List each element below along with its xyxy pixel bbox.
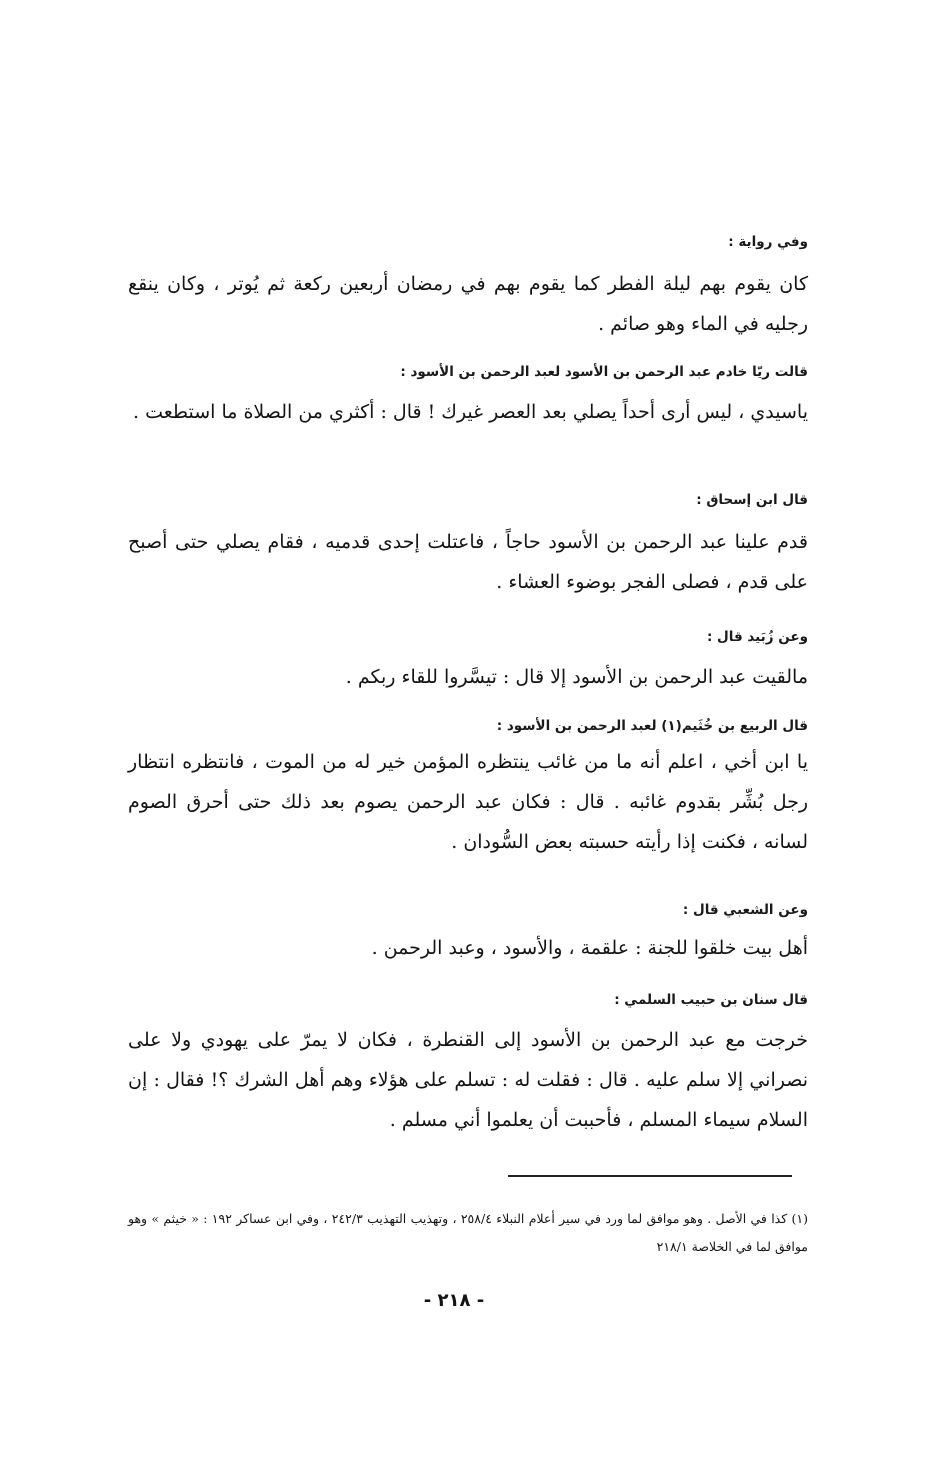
- section-2: [128, 362, 808, 432]
- section-body: خرجت مع عبد الرحمن بن الأسود إلى القنطرة ، فكان لا يمرّ على يهودي ولا على نصراني إلا سلم عليه . قال : فقلت له : تسلم على هؤلاء وهم أهل الشرك ؟! فقال : إن السلام سيماء المسلم ، فأحببت أن يعلموا أني مسلم .: [128, 1029, 808, 1131]
- section-5: [128, 716, 808, 862]
- section-6: [128, 900, 808, 968]
- section-heading: وعن الشعبي قال :: [682, 902, 808, 918]
- section-1: [128, 232, 808, 344]
- section-heading: قال الربيع بن خُثَيم(١) لعبد الرحمن بن الأسود :: [496, 718, 808, 734]
- page-number: - ٢١٨ -: [423, 1290, 485, 1311]
- section-body: ياسيدي ، ليس أرى أحداً يصلي بعد العصر غيرك ! قال : أكثري من الصلاة ما استطعت .: [132, 401, 808, 423]
- section-heading: قالت ريّا خادم عبد الرحمن بن الأسود لعبد الرحمن بن الأسود :: [400, 364, 808, 380]
- section-heading: وفي رواية :: [728, 234, 808, 250]
- section-body: قدم علينا عبد الرحمن بن الأسود حاجاً ، فاعتلت إحدى قدميه ، فقام يصلي حتى أصبح على قدم ، فصلى الفجر بوضوء العشاء .: [128, 531, 808, 593]
- section-heading: قال ابن إسحاق :: [696, 492, 808, 508]
- footnote-separator: [508, 1175, 792, 1177]
- section-4: [128, 627, 808, 697]
- section-7: [128, 990, 808, 1140]
- section-3: [128, 490, 808, 602]
- footnote: (١) كذا في الأصل . وهو موافق لما ورد في سير أعلام النبلاء ٢٥٨/٤ ، وتهذيب التهذيب ٢٤٢/٣ ، وفي ابن عساكر ١٩٢ : « خيثم » وهو موافق لما في الخلاصة ٢١٨/١: [128, 1211, 808, 1254]
- section-body: أهل بيت خلقوا للجنة : علقمة ، والأسود ، وعبد الرحمن .: [371, 937, 808, 959]
- section-heading: قال سنان بن حبيب السلمي :: [614, 992, 808, 1008]
- section-body: مالقيت عبد الرحمن بن الأسود إلا قال : تيسَّروا للقاء ربكم .: [345, 666, 808, 688]
- section-body: يا ابن أخي ، اعلم أنه ما من غائب ينتظره المؤمن خير له من الموت ، فانتظره انتظار رجل بُشِّر بقدوم غائبه . قال : فكان عبد الرحمن يصوم بعد ذلك حتى أحرق الصوم لسانه ، فكنت إذا رأيته حسبته بعض السُّودان .: [128, 751, 808, 853]
- section-heading: وعن زُبَيد قال :: [706, 629, 808, 645]
- section-body: كان يقوم بهم ليلة الفطر كما يقوم بهم في رمضان أربعين ركعة ثم يُوتر ، وكان ينقع رجليه في الماء وهو صائم .: [128, 273, 808, 335]
